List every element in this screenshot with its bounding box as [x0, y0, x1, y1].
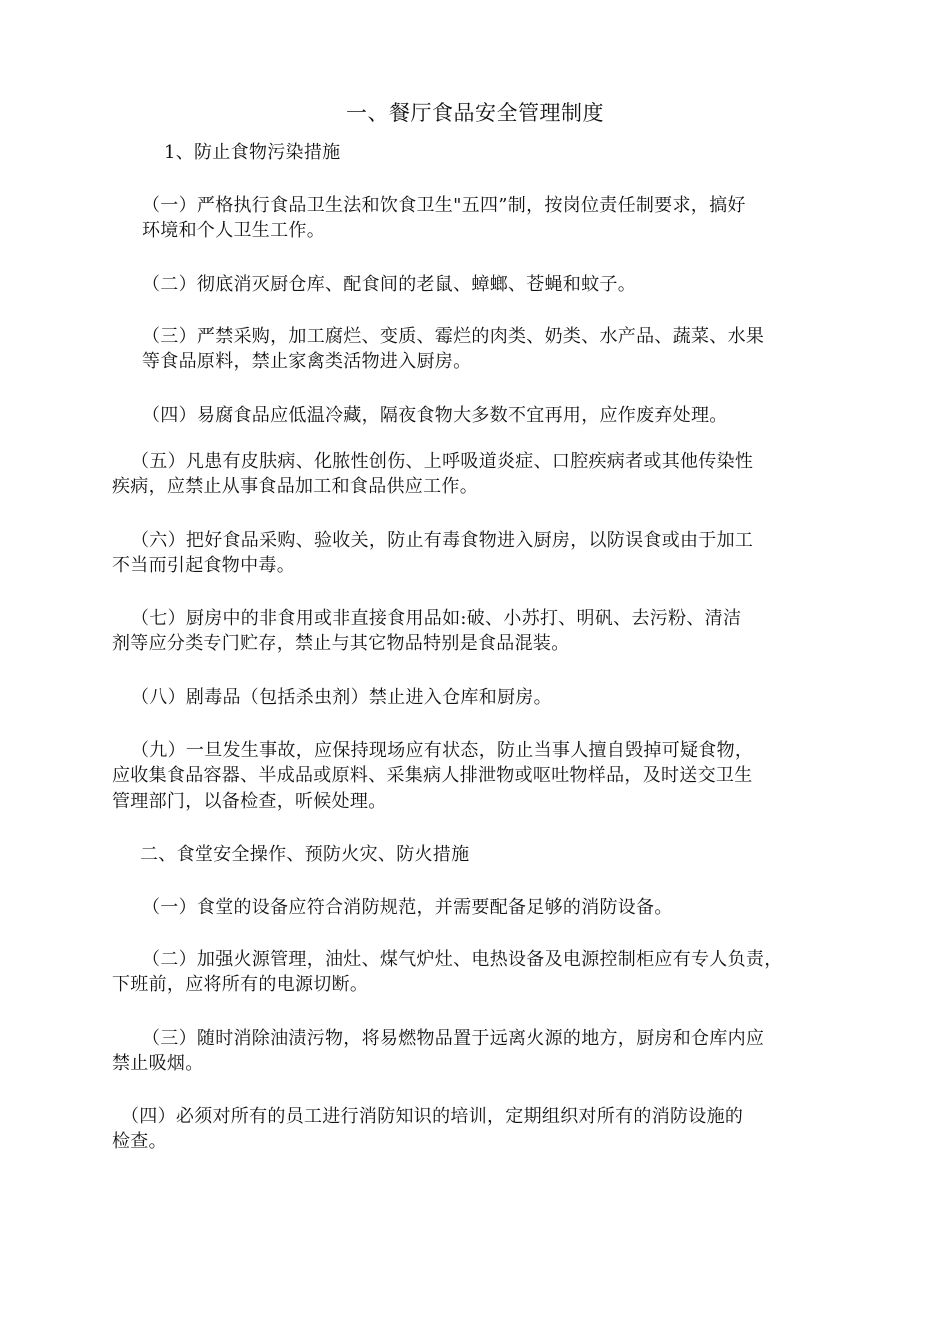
section1-item-5-line-2: 疾病，应禁止从事食品加工和食品供应工作。 [112, 476, 478, 497]
section1-item-6-line-2: 不当而引起食物中毒。 [112, 555, 295, 576]
section1-item-9-line-1: （九）一旦发生事故，应保持现场应有状态，防止当事人擅自毁掉可疑食物， [131, 740, 754, 761]
section1-item-2-line-1: （二）彻底消灭厨仓库、配食间的老鼠、蟑螂、苍蝇和蚊子。 [142, 274, 637, 295]
section2-item-4-line-2: 检查。 [112, 1131, 167, 1152]
section1-heading: 1、防止食物污染措施 [164, 142, 341, 163]
section1-item-9-line-2: 应收集食品容器、半成品或原料、采集病人排泄物或呕吐物样品，及时送交卫生 [112, 765, 753, 786]
section2-item-2-line-1: （二）加强火源管理，油灶、煤气炉灶、电热设备及电源控制柜应有专人负责， [142, 949, 783, 970]
section1-item-1-line-2: 环境和个人卫生工作。 [142, 220, 325, 241]
section1-item-5-line-1: （五）凡患有皮肤病、化脓性创伤、上呼吸道炎症、口腔疾病者或其他传染性 [131, 451, 754, 472]
section1-item-7-line-1: （七）厨房中的非食用或非直接食用品如:破、小苏打、明矾、去污粉、清洁 [131, 608, 742, 629]
section1-item-9-line-3: 管理部门，以备检查，听候处理。 [112, 791, 387, 812]
section2-item-1-line-1: （一）食堂的设备应符合消防规范，并需要配备足够的消防设备。 [142, 897, 673, 918]
section1-item-1-line-1: （一）严格执行食品卫生法和饮食卫生"五四”制，按岗位责任制要求，搞好 [142, 195, 746, 216]
section2-item-2-line-2: 下班前，应将所有的电源切断。 [112, 974, 369, 995]
section1-item-7-line-2: 剂等应分类专门贮存，禁止与其它物品特别是食品混装。 [112, 633, 570, 654]
section1-item-3-line-1: （三）严禁采购，加工腐烂、变质、霉烂的肉类、奶类、水产品、蔬菜、水果 [142, 326, 765, 347]
section2-heading: 二、食堂安全操作、预防火灾、防火措施 [140, 844, 470, 865]
section2-item-4-line-1: （四）必须对所有的员工进行消防知识的培训，定期组织对所有的消防设施的 [121, 1106, 744, 1127]
section2-item-3-line-1: （三）随时消除油渍污物，将易燃物品置于远离火源的地方，厨房和仓库内应 [142, 1028, 765, 1049]
section1-item-8-line-1: （八）剧毒品（包括杀虫剂）禁止进入仓库和厨房。 [131, 687, 552, 708]
section1-item-6-line-1: （六）把好食品采购、验收关，防止有毒食物进入厨房，以防误食或由于加工 [131, 530, 754, 551]
section1-item-3-line-2: 等食品原料，禁止家禽类活物进入厨房。 [142, 351, 472, 372]
section2-item-3-line-2: 禁止吸烟。 [112, 1053, 204, 1074]
section1-item-4-line-1: （四）易腐食品应低温冷藏，隔夜食物大多数不宜再用，应作废弃处理。 [142, 405, 728, 426]
document-title: 一、餐厅食品安全管理制度 [346, 101, 604, 125]
